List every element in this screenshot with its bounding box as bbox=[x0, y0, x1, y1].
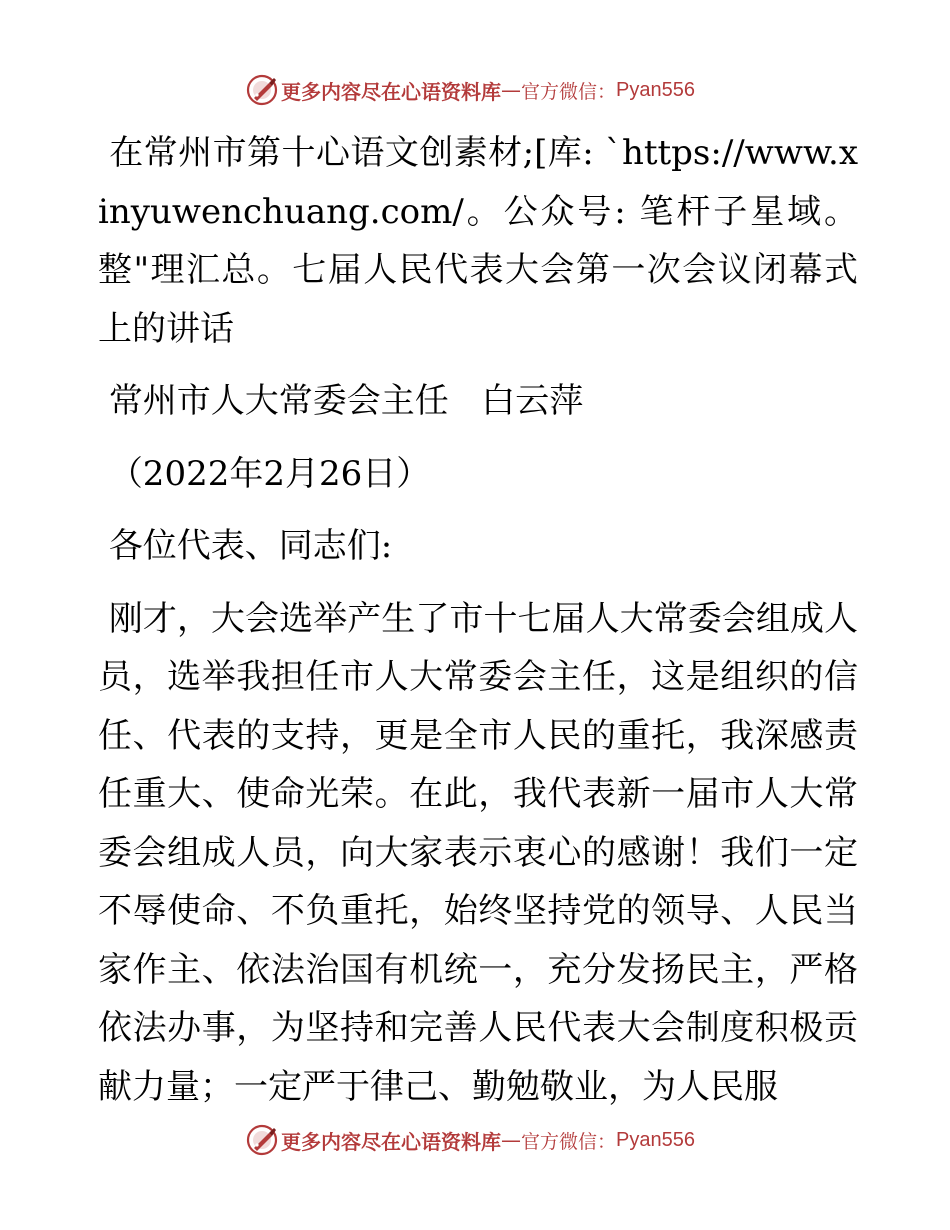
paragraph-gap bbox=[98, 358, 858, 372]
intro-paragraph: 在常州市第十心语文创素材;[库: `https://www.xinyuwenchuang.com/。公众号: 笔杆子星域。整"理汇总。七届人民代表大会第一次会议闭幕式上的讲话 bbox=[98, 133, 858, 349]
pen-nib-logo-icon bbox=[245, 1123, 279, 1157]
watermark-main-text: 更多内容尽在心语资料库 bbox=[281, 1129, 501, 1154]
watermark-wechat-label: 官方微信： bbox=[521, 80, 617, 103]
paragraph-gap bbox=[98, 503, 858, 517]
watermark-content bbox=[245, 73, 695, 107]
watermark-banner-top bbox=[0, 70, 950, 110]
paragraph-gap bbox=[98, 576, 858, 590]
paragraph-gap bbox=[98, 431, 858, 445]
watermark-wechat-label: 官方微信： bbox=[521, 1130, 617, 1153]
date-line: （2022年2月26日） bbox=[98, 453, 431, 494]
watermark-wechat-id: Pyan556 bbox=[616, 78, 695, 101]
watermark-separator: — bbox=[501, 1128, 521, 1152]
speaker-line: 常州市人大常委会主任 白云萍 bbox=[98, 381, 584, 421]
watermark-wechat-id: Pyan556 bbox=[616, 1128, 695, 1151]
pen-nib-logo-icon bbox=[245, 73, 279, 107]
body-paragraph: 刚才，大会选举产生了市十七届人大常委会组成人员，选举我担任市人大常委会主任，这是组织的信任、代表的支持，更是全市人民的重托，我深感责任重大、使命光荣。在此，我代表新一届市人大常委会组成人员，向大家表示衷心的感谢！我们一定不辱使命、不负重托，始终坚持党的领导、人民当家作主、依法治国有机统一，充分发扬民主，严格依法办事，为坚持和完善人民代表大会制度积极贡献力量；一定严于律己、勤勉敬业，为人民服 bbox=[98, 598, 859, 1107]
document-body bbox=[98, 124, 858, 1116]
watermark-banner-bottom bbox=[0, 1120, 950, 1160]
watermark-main-text: 更多内容尽在心语资料库 bbox=[281, 79, 501, 104]
watermark-content bbox=[245, 1123, 695, 1157]
watermark-separator: — bbox=[501, 78, 521, 102]
salutation-line: 各位代表、同志们: bbox=[98, 526, 393, 566]
